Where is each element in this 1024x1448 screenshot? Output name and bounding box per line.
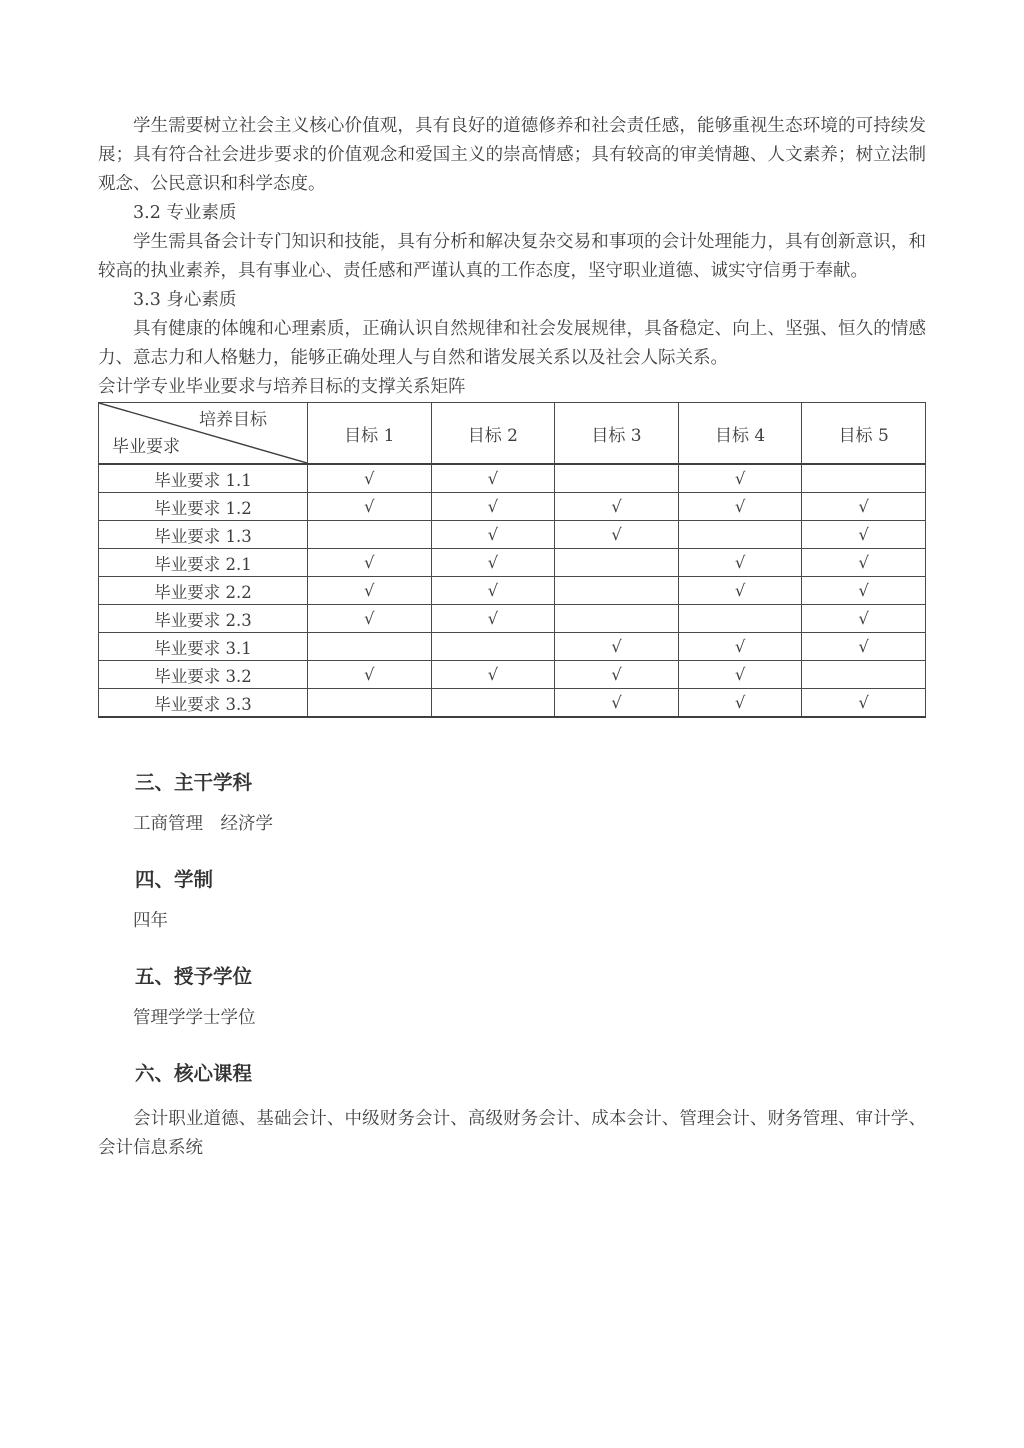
matrix-row	[99, 549, 926, 577]
check-mark-cell: √	[308, 577, 432, 605]
section-heading-main-disciplines: 三、主干学科	[135, 771, 253, 794]
paragraph-moral-quality: 学生需要树立社会主义核心价值观，具有良好的道德修养和社会责任感，能够重视生态环境的可持续发展；具有符合社会进步要求的价值观念和爱国主义的崇高情感；具有较高的审美情趣、人文素养；树立法制观念、公民意识和科学态度。	[98, 116, 926, 194]
check-mark-cell: √	[431, 605, 555, 633]
section-body-schooling-length: 四年	[133, 911, 168, 931]
check-mark-cell: √	[555, 661, 679, 689]
empty-cell	[555, 464, 679, 493]
check-mark-cell: √	[308, 464, 432, 493]
row-label: 毕业要求 3.2	[99, 661, 308, 689]
section-heading-degree-awarded: 五、授予学位	[135, 965, 253, 988]
check-mark-cell: √	[431, 493, 555, 521]
row-label: 毕业要求 2.1	[99, 549, 308, 577]
column-header-goal-3: 目标 3	[555, 403, 679, 465]
subheading-3-2: 3.2 专业素质	[133, 203, 237, 223]
check-mark-cell: √	[308, 549, 432, 577]
empty-cell	[802, 661, 926, 689]
empty-cell	[555, 549, 679, 577]
check-mark-cell: √	[431, 661, 555, 689]
row-label: 毕业要求 1.1	[99, 464, 308, 493]
check-mark-cell: √	[802, 577, 926, 605]
matrix-row	[99, 633, 926, 661]
matrix-row	[99, 605, 926, 633]
check-mark-cell: √	[802, 521, 926, 549]
empty-cell	[678, 605, 802, 633]
empty-cell	[431, 633, 555, 661]
column-header-goal-5: 目标 5	[802, 403, 926, 465]
corner-label-graduation-requirements: 毕业要求	[112, 437, 180, 457]
row-label: 毕业要求 2.3	[99, 605, 308, 633]
check-mark-cell: √	[555, 633, 679, 661]
check-mark-cell: √	[555, 689, 679, 718]
column-header-goal-1: 目标 1	[308, 403, 432, 465]
check-mark-cell: √	[802, 689, 926, 718]
section-body-core-courses: 会计职业道德、基础会计、中级财务会计、高级财务会计、成本会计、管理会计、财务管理、审计学、会计信息系统	[98, 1109, 926, 1158]
row-label: 毕业要求 1.2	[99, 493, 308, 521]
check-mark-cell: √	[802, 549, 926, 577]
check-mark-cell: √	[678, 493, 802, 521]
row-label: 毕业要求 2.2	[99, 577, 308, 605]
paragraph-physical-quality: 具有健康的体魄和心理素质，正确认识自然规律和社会发展规律，具备稳定、向上、坚强、恒久的情感力、意志力和人格魅力，能够正确处理人与自然和谐发展关系以及社会人际关系。	[98, 319, 926, 368]
matrix-row	[99, 577, 926, 605]
matrix-title: 会计学专业毕业要求与培养目标的支撑关系矩阵	[98, 377, 466, 397]
empty-cell	[555, 605, 679, 633]
check-mark-cell: √	[308, 605, 432, 633]
row-label: 毕业要求 1.3	[99, 521, 308, 549]
check-mark-cell: √	[678, 577, 802, 605]
empty-cell	[308, 633, 432, 661]
empty-cell	[308, 521, 432, 549]
matrix-row	[99, 521, 926, 549]
paragraph-professional-quality: 学生需具备会计专门知识和技能，具有分析和解决复杂交易和事项的会计处理能力，具有创新意识，和较高的执业素养，具有事业心、责任感和严谨认真的工作态度，坚守职业道德、诚实守信勇于奉献。	[98, 232, 926, 281]
corner-label-training-goals: 培养目标	[199, 410, 267, 430]
check-mark-cell: √	[678, 661, 802, 689]
row-label: 毕业要求 3.1	[99, 633, 308, 661]
matrix-row	[99, 689, 926, 718]
check-mark-cell: √	[802, 493, 926, 521]
matrix-row	[99, 464, 926, 493]
row-label: 毕业要求 3.3	[99, 689, 308, 718]
check-mark-cell: √	[555, 521, 679, 549]
empty-cell	[555, 577, 679, 605]
section-heading-schooling-length: 四、学制	[135, 868, 214, 891]
section-body-degree-awarded: 管理学学士学位	[133, 1008, 256, 1028]
check-mark-cell: √	[308, 493, 432, 521]
diagonal-header-cell	[99, 403, 308, 465]
check-mark-cell: √	[678, 464, 802, 493]
section-heading-core-courses: 六、核心课程	[135, 1062, 253, 1085]
column-header-goal-2: 目标 2	[431, 403, 555, 465]
matrix-row	[99, 661, 926, 689]
matrix-header-row	[99, 403, 926, 465]
check-mark-cell: √	[802, 605, 926, 633]
check-mark-cell: √	[431, 521, 555, 549]
check-mark-cell: √	[678, 689, 802, 718]
check-mark-cell: √	[431, 577, 555, 605]
check-mark-cell: √	[802, 633, 926, 661]
empty-cell	[678, 521, 802, 549]
empty-cell	[802, 464, 926, 493]
empty-cell	[431, 689, 555, 718]
check-mark-cell: √	[308, 661, 432, 689]
matrix-table-body	[99, 464, 926, 717]
check-mark-cell: √	[678, 633, 802, 661]
check-mark-cell: √	[678, 549, 802, 577]
subheading-3-3: 3.3 身心素质	[133, 290, 237, 310]
section-body-main-disciplines: 工商管理 经济学	[133, 814, 273, 834]
check-mark-cell: √	[431, 549, 555, 577]
support-matrix-table	[98, 402, 926, 718]
empty-cell	[308, 689, 432, 718]
check-mark-cell: √	[431, 464, 555, 493]
matrix-row	[99, 493, 926, 521]
check-mark-cell: √	[555, 493, 679, 521]
column-header-goal-4: 目标 4	[678, 403, 802, 465]
